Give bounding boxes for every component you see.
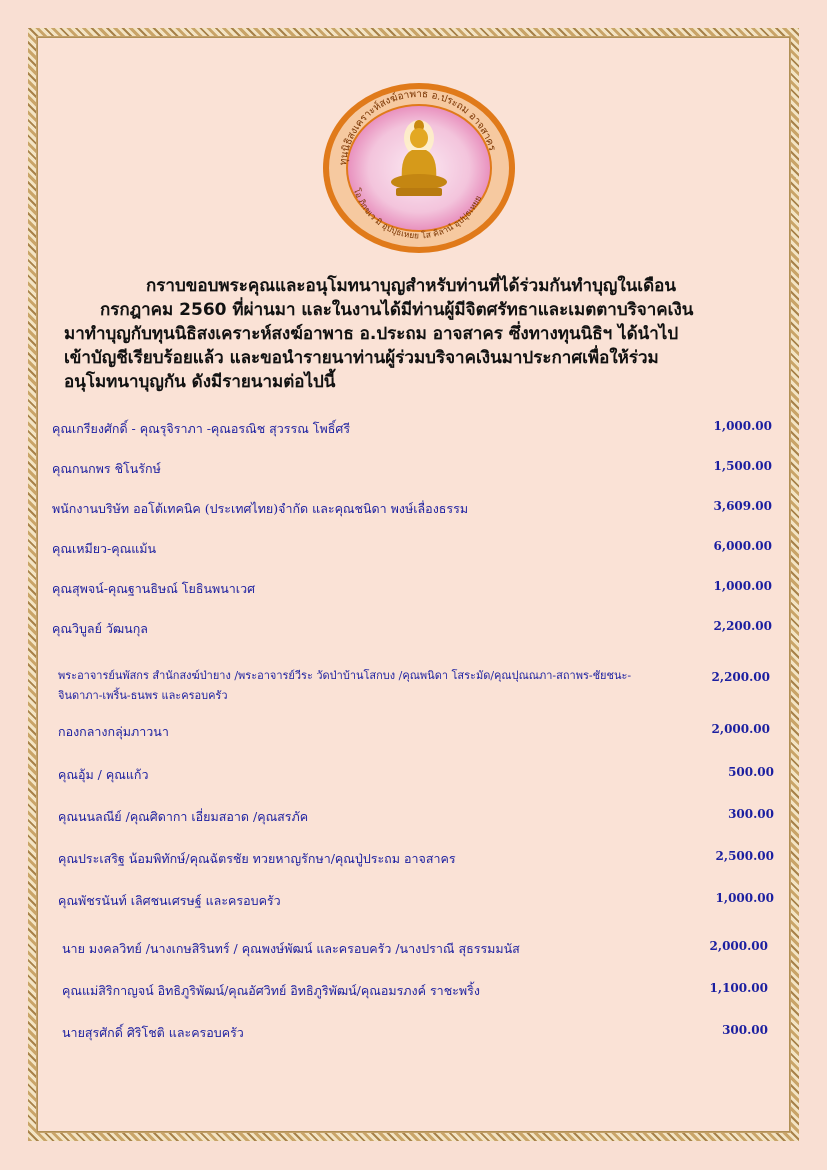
donation-amount: 2,200.00 [713,619,772,633]
donation-amount: 2,000.00 [711,722,770,736]
donor-name: คุณแม่สิริกาญจน์ อิทธิภูริพัฒน์/คุณอัศวิทย์ อิทธิภูริพัฒน์/คุณอมรภงค์ ราชะพริ้ง [62,983,480,998]
donation-amount: 1,100.00 [709,981,768,995]
intro-line: เข้าบัญชีเรียบร้อยแล้ว และขอนำรายนาท่านผู้ร่วมบริจาคเงินมาประกาศเพื่อให้ร่วม [64,348,659,368]
intro-line: กราบขอบพระคุณและอนุโมทนาบุญสำหรับท่านที่ได้ร่วมกันทำบุญในเดือน [146,276,676,296]
donor-name: พนักงานบริษัท ออโต้เทคนิค (ประเทศไทย)จำกัด และคุณชนิดา พงษ์เลื่องธรรม [52,501,469,516]
donor-name: คุณพัชรนันท์ เลิศชนเศรษฐ์ และครอบครัว [58,893,281,908]
intro-paragraph [64,274,794,394]
donor-name: นาย มงคลวิทย์ /นางเกษสิรินทร์ / คุณพงษ์พัฒน์ และครอบครัว /นางปราณี สุธรรมมนัส [62,941,520,956]
intro-line: อนุโมทนาบุญกัน ดังมีรายนามต่อไปนี้ [64,372,336,392]
donation-amount: 1,000.00 [713,419,772,433]
donation-amount: 2,500.00 [715,849,774,863]
donation-amount: 2,000.00 [709,939,768,953]
donor-name: คุณกนกพร ชิโนรักษ์ [52,461,161,476]
intro-line: กรกฎาคม 2560 ที่ผ่านมา และในงานได้มีท่านผู้มีจิตศรัทธาและเมตตาบริจาคเงิน [100,300,694,320]
donation-amount: 1,500.00 [713,459,772,473]
donor-name: กองกลางกลุ่มภาวนา [58,724,169,739]
donation-amount: 1,000.00 [713,579,772,593]
donation-amount: 1,000.00 [715,891,774,905]
donor-name: คุณนนลณีย์ /คุณศิดากา เอี่ยมสอาด /คุณสรภัค [58,809,309,824]
donation-amount: 3,609.00 [713,499,772,513]
donation-amount: 500.00 [728,765,774,779]
fund-emblem-logo [322,82,516,254]
donor-name: คุณเกรียงศักดิ์ - คุณรุจิราภา -คุณอรณิช สุวรรณ โพธิ์ศรี [52,421,351,436]
donation-amount: 300.00 [722,1023,768,1037]
donation-amount: 6,000.00 [713,539,772,553]
donor-name: พระอาจารย์นพัสกร สำนักสงฆ์ป่ายาง /พระอาจารย์วีระ วัดป่าบ้านโสกบง /คุณพนิดา โสระมัด/คุณปุณณภา-สถาพร-ชัยชนะ-จินดาภา-เพริ้น-ธนพร และครอบครัว [58,669,632,702]
donation-amount: 2,200.00 [711,670,770,684]
donation-amount: 300.00 [728,807,774,821]
donor-name: นายสุรศักดิ์ ศิริโชติ และครอบครัว [62,1025,244,1040]
intro-line: มาทำบุญกับทุนนิธิสงเคราะห์สงฆ์อาพาธ อ.ประถม อาจสาคร ซึ่งทางทุนนิธิฯ ได้นำไป [64,324,679,344]
donor-name: คุณประเสริฐ น้อมพิทักษ์/คุณฉัตรชัย ทวยหาญรักษา/คุณปู่ประถม อาจสาคร [58,851,456,866]
logo-ring-bottom-text: โอ ภิกขเว มิ อุปปุธเหยย โส คิลานํ อุปปุธเหยย [350,187,485,242]
donor-name: คุณสุพจน์-คุณฐานธิษณ์ โยธินพนาเวศ [52,581,256,596]
donor-name: คุณเหมียว-คุณแม้น [52,541,157,556]
donor-name: คุณอุ้ม / คุณแก้ว [58,767,149,782]
donor-name: คุณวิบูลย์ วัฒนกุล [52,621,148,636]
logo-ring-top-text: ทุนนิธิสงเคราะห์สงฆ์อาพาธ อ.ประถม อาจสาคร [338,88,498,166]
